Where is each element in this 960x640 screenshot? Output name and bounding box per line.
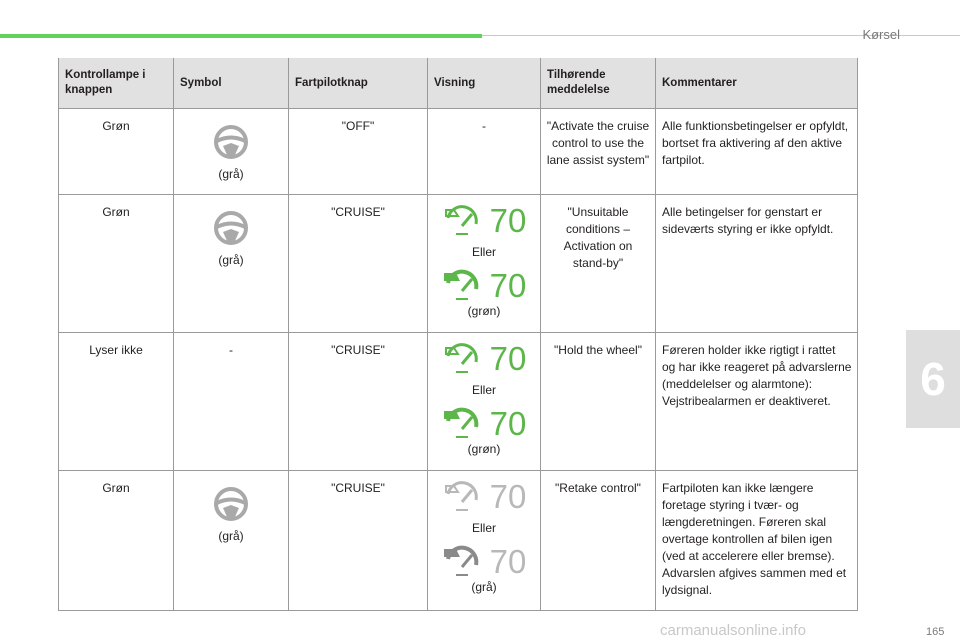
cell-comment: Føreren holder ikke rigtigt i rattet og har ikke reageret på advarslerne (meddelelser og alarmtone): Vejstribealarmen er deaktiveret. (656, 333, 858, 471)
cell-message: "Retake control" (541, 471, 656, 611)
table-header-row (59, 58, 858, 109)
col-header-message: Tilhørende meddelelse (541, 58, 656, 109)
table-row (59, 195, 858, 333)
cell-lamp: Lyser ikke (59, 333, 174, 471)
symbol-color-note: (grå) (218, 253, 244, 267)
cell-display (428, 471, 541, 611)
cell-comment: Alle betingelser for genstart er sideværts styring er ikke opfyldt. (656, 195, 858, 333)
cell-display: - (428, 109, 541, 195)
cell-symbol (174, 109, 289, 195)
cell-button: "CRUISE" (289, 333, 428, 471)
cell-message: "Unsuitable conditions – Activation on stand-by" (541, 195, 656, 333)
cell-lamp: Grøn (59, 471, 174, 611)
display-color-note: (grå) (471, 580, 497, 594)
speed-value: 70 (489, 340, 527, 377)
lane-keep-speedometer-filled-icon (442, 269, 482, 303)
chapter-tab: 6 (906, 330, 960, 428)
speed-value: 70 (489, 543, 527, 580)
cell-message: "Activate the cruise control to use the lane assist system" (541, 109, 656, 195)
lane-keep-speedometer-filled-icon (442, 545, 482, 579)
cell-button: "CRUISE" (289, 471, 428, 611)
page-number: 165 (926, 626, 945, 638)
or-label: Eller (471, 245, 496, 259)
steering-wheel-icon (213, 486, 249, 522)
table-row (59, 109, 858, 195)
watermark: carmanualsonline.info (660, 622, 806, 639)
col-header-display: Visning (428, 58, 541, 109)
symbol-color-note: (grå) (218, 529, 244, 543)
col-header-comment: Kommentarer (656, 58, 858, 109)
display-color-note: (grøn) (467, 442, 501, 456)
col-header-button: Fartpilotknap (289, 58, 428, 109)
speed-value: 70 (489, 478, 527, 515)
lane-keep-speedometer-filled-icon (442, 407, 482, 441)
cell-comment: Fartpiloten kan ikke længere foretage styring i tvær- og længderetningen. Føreren skal overtage kontrollen af bilen igen (ved at accelerere eller bremse). Advarslen afgives sammen med et lydsignal. (656, 471, 858, 611)
table-row (59, 333, 858, 471)
or-label: Eller (471, 521, 496, 535)
symbol-color-note: (grå) (218, 167, 244, 181)
section-title: Kørsel (862, 27, 900, 42)
col-header-lamp: Kontrollampe i knappen (59, 58, 174, 109)
lane-keep-speedometer-outline-icon (442, 480, 482, 514)
lane-keep-speedometer-outline-icon (442, 342, 482, 376)
cell-comment: Alle funktionsbetingelser er opfyldt, bortset fra aktivering af den aktive fartpilot. (656, 109, 858, 195)
table-row (59, 471, 858, 611)
cell-message: "Hold the wheel" (541, 333, 656, 471)
cruise-control-table (58, 58, 858, 611)
cell-symbol (174, 471, 289, 611)
cell-display (428, 333, 541, 471)
display-color-note: (grøn) (467, 304, 501, 318)
steering-wheel-icon (213, 210, 249, 246)
lane-keep-speedometer-outline-icon (442, 204, 482, 238)
speed-value: 70 (489, 267, 527, 304)
cell-lamp: Grøn (59, 109, 174, 195)
top-accent-bar (0, 34, 482, 38)
cell-symbol: - (174, 333, 289, 471)
steering-wheel-icon (213, 124, 249, 160)
speed-value: 70 (489, 202, 527, 239)
cell-display (428, 195, 541, 333)
cell-symbol (174, 195, 289, 333)
cell-button: "OFF" (289, 109, 428, 195)
col-header-symbol: Symbol (174, 58, 289, 109)
cell-button: "CRUISE" (289, 195, 428, 333)
cell-lamp: Grøn (59, 195, 174, 333)
or-label: Eller (471, 383, 496, 397)
speed-value: 70 (489, 405, 527, 442)
